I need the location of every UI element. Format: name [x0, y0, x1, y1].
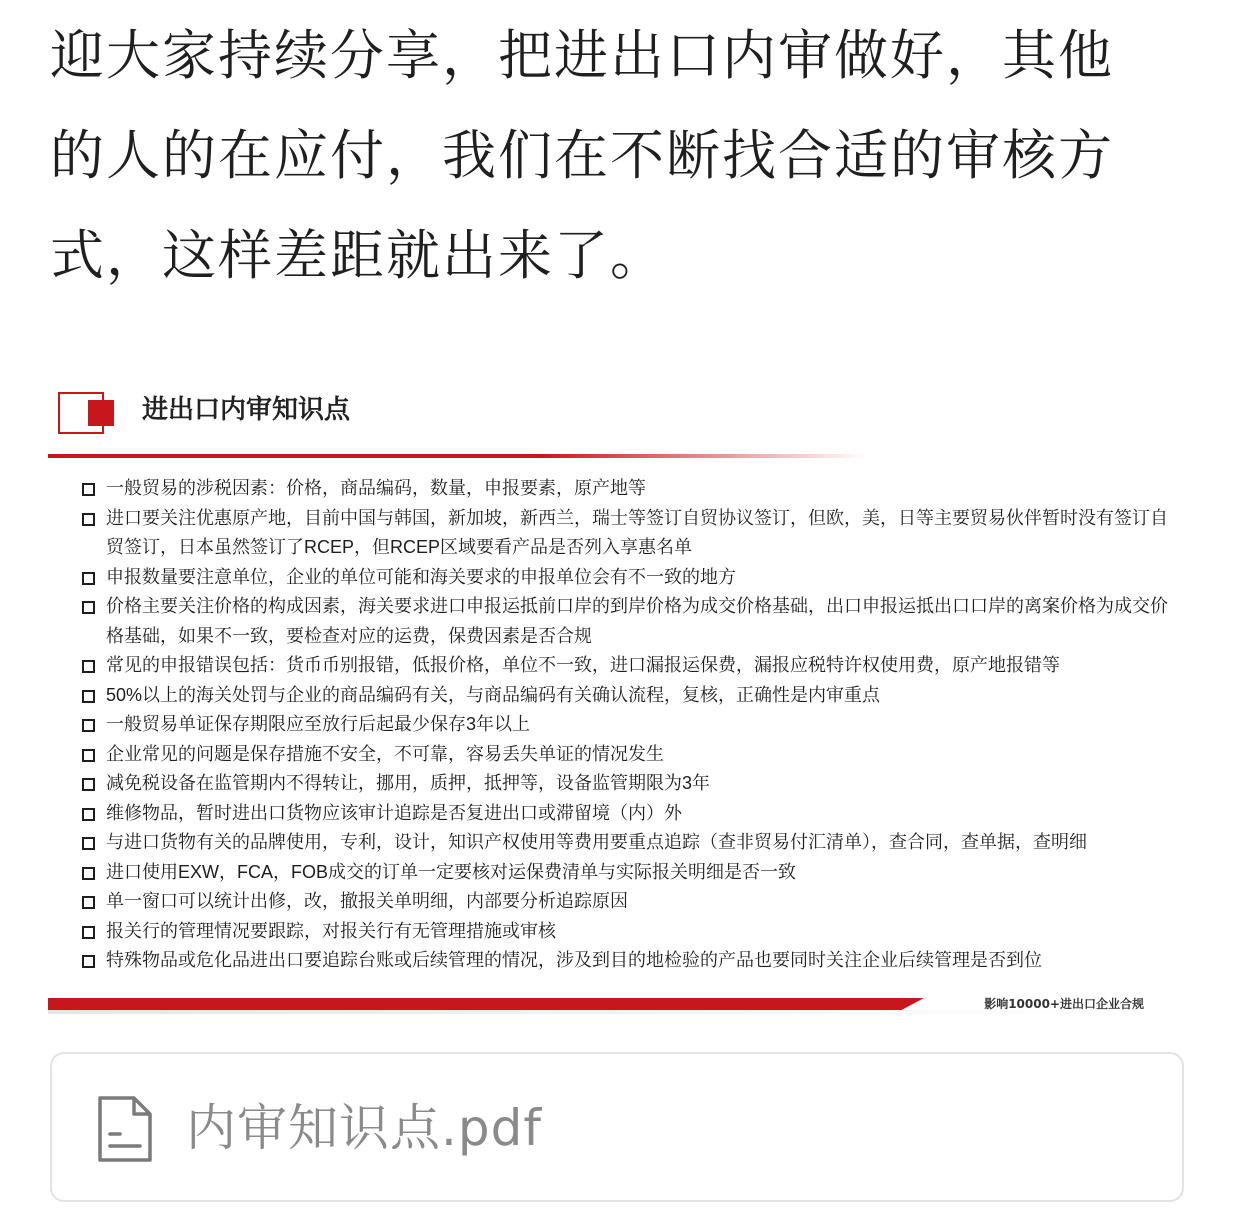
slide-item-text: 单一窗口可以统计出修，改，撤报关单明细，内部要分析追踪原因	[106, 891, 628, 911]
slide-item-text: 常见的申报错误包括：货币币别报错，低报价格，单位不一致，进口漏报运保费，漏报应税特许权使用费，原产地报错等	[106, 655, 1060, 675]
square-bullet-icon	[82, 837, 95, 850]
slide-item	[82, 681, 1172, 711]
square-bullet-icon	[82, 749, 95, 762]
slide-title: 进出口内审知识点	[142, 395, 351, 425]
square-bullet-icon	[82, 660, 95, 673]
slide-item	[82, 710, 1172, 740]
slide-item-text: 一般贸易单证保存期限应至放行后起最少保存3年以上	[106, 714, 531, 734]
slide-item	[82, 563, 1172, 593]
slide-item-text: 申报数量要注意单位，企业的单位可能和海关要求的申报单位会有不一致的地方	[106, 566, 736, 587]
slide-item-list	[82, 474, 1172, 976]
slide-item	[82, 740, 1172, 770]
slide-divider	[48, 454, 868, 458]
square-bullet-icon	[82, 572, 95, 585]
slide-item	[82, 828, 1172, 858]
slide-header-icon	[58, 392, 104, 434]
article-line: 迎大家持续分享，把进出口内审做好，其他	[50, 24, 1114, 87]
slide-image[interactable]	[48, 378, 1178, 1018]
slide-item-text: 与进口货物有关的品牌使用，专利，设计，知识产权使用等费用要重点追踪（查非贸易付汇清单），查合同，查单据，查明细	[106, 832, 1087, 852]
slide-item-text: 减免税设备在监管期内不得转让，挪用，质押，抵押等，设备监管期限为3年	[106, 773, 711, 793]
slide-item	[82, 799, 1172, 829]
slide-item	[82, 504, 1172, 563]
slide-item-text: 进口要关注优惠原产地，目前中国与韩国，新加坡，新西兰，瑞士等签订自贸协议签订，但欧，美，日等主要贸易伙伴暂时没有签订自贸签订，日本虽然签订了RCEP，但RCEP区域要看产品是否列入享惠名单	[106, 507, 1168, 557]
square-bullet-icon	[82, 719, 95, 732]
pdf-attachment-card[interactable]	[50, 1052, 1184, 1202]
square-bullet-icon	[82, 601, 95, 614]
slide-item	[82, 651, 1172, 681]
slide-item-text: 维修物品，暂时进出口货物应该审计追踪是否复进出口或滞留境（内）外	[106, 802, 682, 823]
slide-item	[82, 858, 1172, 888]
square-bullet-icon	[82, 926, 95, 939]
square-bullet-icon	[82, 896, 95, 909]
square-bullet-icon	[82, 778, 95, 791]
article-line: 的人的在应付，我们在不断找合适的审核方	[50, 124, 1114, 187]
slide-item-text: 50%以上的海关处罚与企业的商品编码有关，与商品编码有关确认流程，复核，正确性是内审重点	[106, 684, 881, 705]
article-text	[50, 6, 1200, 306]
slide-item-text: 一般贸易的涉税因素：价格，商品编码，数量，申报要素，原产地等	[106, 478, 646, 498]
attachment-file-name[interactable]: 内审知识点.pdf	[186, 1099, 542, 1157]
slide-item-text: 报关行的管理情况要跟踪，对报关行有无管理措施或审核	[106, 920, 556, 941]
slide-item	[82, 592, 1172, 651]
square-bullet-icon	[82, 808, 95, 821]
slide-item	[82, 946, 1172, 976]
square-bullet-icon	[82, 483, 95, 496]
square-bullet-icon	[82, 690, 95, 703]
slide-item	[82, 474, 1172, 504]
slide-item-text: 价格主要关注价格的构成因素，海关要求进口申报运抵前口岸的到岸价格为成交价格基础，出口申报运抵出口口岸的离案价格为成交价格基础，如果不一致，要检查对应的运费，保费因素是否合规	[106, 596, 1168, 646]
document-icon	[96, 1094, 154, 1164]
slide-item-text: 进口使用EXW，FCA，FOB成交的订单一定要核对运保费清单与实际报关明细是否一致	[106, 861, 796, 882]
square-bullet-icon	[82, 513, 95, 526]
slide-item	[82, 887, 1172, 917]
article-line: 式，这样差距就出来了。	[50, 224, 666, 287]
square-bullet-icon	[82, 955, 95, 968]
slide-item-text: 企业常见的问题是保存措施不安全，不可靠，容易丢失单证的情况发生	[106, 743, 664, 764]
square-bullet-icon	[82, 867, 95, 880]
slide-item	[82, 917, 1172, 947]
slide-footer-text: 影响10000+进出口企业合规	[984, 997, 1144, 1011]
slide-item	[82, 769, 1172, 799]
slide-item-text: 特殊物品或危化品进出口要追踪台账或后续管理的情况，涉及到目的地检验的产品也要同时关注企业后续管理是否到位	[106, 950, 1042, 970]
